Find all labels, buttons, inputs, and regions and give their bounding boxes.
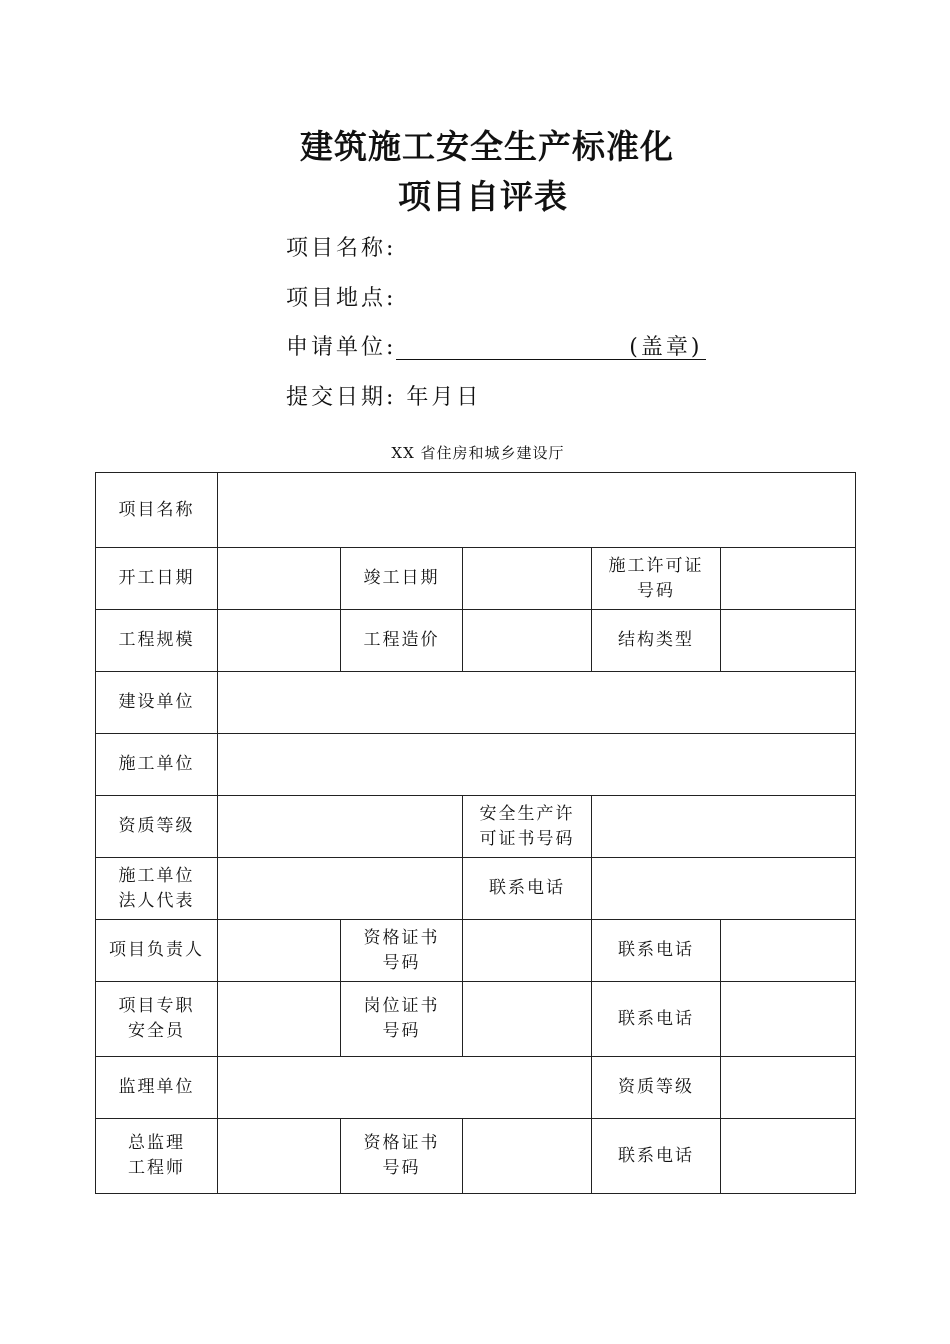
label-qualification: 资质等级 bbox=[592, 1057, 721, 1119]
value-cell bbox=[218, 1057, 592, 1119]
value-cell bbox=[218, 982, 341, 1057]
label-start-date: 开工日期 bbox=[96, 548, 218, 610]
label-structure: 结构类型 bbox=[592, 610, 721, 672]
label-supervisor: 监理单位 bbox=[96, 1057, 218, 1119]
table-row bbox=[96, 734, 856, 796]
field-project-name: 项目名称: bbox=[286, 236, 397, 261]
label-post-cert: 岗位证书 号码 bbox=[341, 982, 463, 1057]
issuing-department: XX 省住房和城乡建设厅 bbox=[391, 444, 565, 462]
table-row bbox=[96, 1119, 856, 1194]
table-row bbox=[96, 858, 856, 920]
table-row bbox=[96, 548, 856, 610]
table-row bbox=[96, 1057, 856, 1119]
label-phone: 联系电话 bbox=[592, 1119, 721, 1194]
value-cell bbox=[721, 982, 856, 1057]
value-cell bbox=[721, 1057, 856, 1119]
label-safety-officer: 项目专职 安全员 bbox=[96, 982, 218, 1057]
label-contractor: 施工单位 bbox=[96, 734, 218, 796]
label-safety-permit: 安全生产许 可证书号码 bbox=[463, 796, 592, 858]
value-cell bbox=[218, 672, 856, 734]
field-applicant bbox=[286, 337, 706, 360]
label-phone: 联系电话 bbox=[463, 858, 592, 920]
seal-text: (盖章) bbox=[629, 335, 703, 360]
label-legal-rep: 施工单位 法人代表 bbox=[96, 858, 218, 920]
info-table bbox=[95, 472, 856, 1194]
table-row bbox=[96, 473, 856, 548]
value-cell bbox=[218, 858, 463, 920]
document-subtitle: 项目自评表 bbox=[398, 177, 568, 216]
label-builder: 建设单位 bbox=[96, 672, 218, 734]
value-cell bbox=[218, 548, 341, 610]
field-submit-date: 提交日期: 年月日 bbox=[286, 385, 482, 410]
label-completion-date: 竣工日期 bbox=[341, 548, 463, 610]
table-row bbox=[96, 920, 856, 982]
value-cell bbox=[463, 548, 592, 610]
label-permit-no: 施工许可证 号码 bbox=[592, 548, 721, 610]
seal-line bbox=[396, 337, 706, 360]
value-cell bbox=[592, 858, 856, 920]
value-cell bbox=[592, 796, 856, 858]
field-applicant-label: 申请单位: bbox=[286, 335, 397, 360]
label-project-manager: 项目负责人 bbox=[96, 920, 218, 982]
value-cell bbox=[218, 473, 856, 548]
value-cell bbox=[218, 734, 856, 796]
label-project-name: 项目名称 bbox=[96, 473, 218, 548]
value-cell bbox=[463, 982, 592, 1057]
value-cell bbox=[721, 610, 856, 672]
label-cost: 工程造价 bbox=[341, 610, 463, 672]
table-row bbox=[96, 610, 856, 672]
value-cell bbox=[463, 920, 592, 982]
document-title: 建筑施工安全生产标准化 bbox=[300, 127, 674, 166]
value-cell bbox=[463, 610, 592, 672]
table-row bbox=[96, 796, 856, 858]
table-row bbox=[96, 982, 856, 1057]
label-cert: 资格证书 号码 bbox=[341, 920, 463, 982]
table-row bbox=[96, 672, 856, 734]
value-cell bbox=[721, 548, 856, 610]
label-chief-supervisor: 总监理 工程师 bbox=[96, 1119, 218, 1194]
value-cell bbox=[218, 796, 463, 858]
value-cell bbox=[721, 920, 856, 982]
value-cell bbox=[218, 610, 341, 672]
value-cell bbox=[218, 1119, 341, 1194]
label-cert: 资格证书 号码 bbox=[341, 1119, 463, 1194]
field-project-location: 项目地点: bbox=[286, 286, 397, 311]
value-cell bbox=[218, 920, 341, 982]
value-cell bbox=[463, 1119, 592, 1194]
label-qualification: 资质等级 bbox=[96, 796, 218, 858]
value-cell bbox=[721, 1119, 856, 1194]
label-scale: 工程规模 bbox=[96, 610, 218, 672]
label-phone: 联系电话 bbox=[592, 920, 721, 982]
label-phone: 联系电话 bbox=[592, 982, 721, 1057]
